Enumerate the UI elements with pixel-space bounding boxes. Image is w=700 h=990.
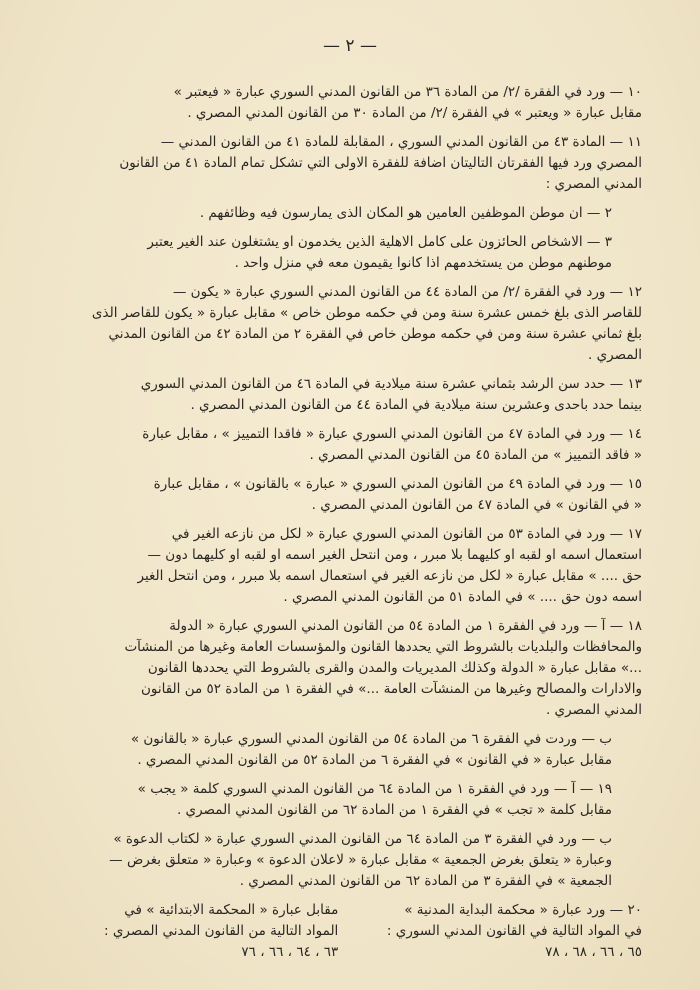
paragraph-line: ٢ — ان موطن الموظفين العامين هو المكان الذى يمارسون فيه وظائفهم .	[199, 205, 612, 221]
syrian-law-column	[362, 900, 642, 963]
paragraph-line: استعمال اسمه او لقبه او كليهما بلا مبرر ، ومن انتحل الغير اسمه او لقبه او كليهما دون —	[147, 547, 642, 563]
paragraph-line: ١٥ — ورد في المادة ٤٩ من القانون المدني السوري « عبارة » بالقانون » ، مقابل عبارة	[153, 476, 642, 492]
egyptian-law-column	[58, 900, 338, 963]
paragraph-p11-3	[58, 232, 642, 274]
article-numbers: ٦٥ ، ٦٦ ، ٦٨ ، ٧٨	[545, 944, 642, 960]
column-line: ٢٠ — ورد عبارة « محكمة البداية المدنية »	[404, 902, 642, 918]
column-line: في المواد التالية في القانون المدني السوري :	[386, 923, 642, 939]
paragraph-p11	[58, 132, 642, 195]
paragraph-line: ٣ — الاشخاص الحائزون على كامل الاهلية الذين يخدمون او يشتغلون عند الغير يعتبر	[147, 234, 612, 250]
paragraph-line: ١٤ — ورد في المادة ٤٧ من القانون المدني السوري عبارة « فاقدا التمييز » ، مقابل عبارة	[142, 426, 642, 442]
document-body	[58, 82, 642, 963]
article-numbers: ٦٣ ، ٦٤ ، ٦٦ ، ٧٦	[241, 944, 339, 960]
paragraph-line: « فاقد التمييز » من المادة ٤٥ من القانون المدني المصري .	[309, 447, 642, 463]
paragraph-line: مقابل عبارة « في القانون » في الفقرة ٦ من المادة ٥٢ من القانون المدني المصري .	[137, 752, 612, 768]
paragraph-line: للقاصر الذى بلغ خمس عشرة سنة ومن في حكمه موطن خاص » مقابل عبارة « يكون للقاصر الذى	[91, 305, 642, 321]
paragraph-line: حق .... » مقابل عبارة « لكل من نازعه الغير في استعمال اسمه بلا مبرر ، ومن انتحل الغير	[137, 568, 642, 584]
paragraph-line: ١٧ — ورد في المادة ٥٣ من القانون المدني السوري عبارة « لكل من نازعه الغير في	[171, 526, 642, 542]
paragraph-p10	[58, 82, 642, 124]
paragraph-line: ١٩ — آ — ورد في الفقرة ١ من المادة ٦٤ من القانون المدني السوري كلمة « يجب »	[137, 781, 612, 797]
paragraph-line: المدني المصري .	[545, 702, 642, 718]
paragraph-line: المصري ورد فيها الفقرتان التاليتان اضافة للفقرة الاولى التي تشكل تمام المادة ٤١ من القانون	[119, 155, 642, 171]
column-line: المواد التالية من القانون المدني المصري :	[104, 923, 339, 939]
paragraph-line: ١٠ — ورد في الفقرة /٢/ من المادة ٣٦ من القانون المدني السوري عبارة « فيعتبر »	[173, 84, 642, 100]
paragraph-p19a	[58, 779, 642, 821]
paragraph-line: المدني المصري :	[545, 176, 642, 192]
paragraph-p13	[58, 374, 642, 416]
paragraph-line: ...» مقابل عبارة « الدولة وكذلك المديريات والمدن والقرى بالشروط التي يحددها القانون	[147, 660, 642, 676]
paragraph-line: اسمه دون حق .... » في المادة ٥١ من القانون المدني المصري .	[283, 589, 642, 605]
paragraph-p19b	[58, 829, 642, 892]
paragraph-p11-2	[58, 203, 642, 224]
paragraph-line: وعبارة « يتعلق بغرض الجمعية » مقابل عبارة « لاعلان الدعوة » وعبارة « متعلق بغرض —	[109, 852, 612, 868]
paragraph-p18b	[58, 729, 642, 771]
paragraph-line: المصري .	[588, 347, 642, 363]
paragraph-line: ١٣ — حدد سن الرشد بثماني عشرة سنة ميلادية في المادة ٤٦ من القانون المدني السوري	[140, 376, 642, 392]
paragraph-line: ١١ — المادة ٤٣ من القانون المدني السوري ، المقابلة للمادة ٤١ من القانون المدني —	[160, 134, 642, 150]
paragraph-p12	[58, 282, 642, 366]
page-number: — ٢ —	[323, 36, 377, 56]
column-line: مقابل عبارة « المحكمة الابتدائية » في	[124, 902, 339, 918]
paragraph-line: بلغ ثماني عشرة سنة ومن في حكمه موطن خاص في الفقرة ٢ من المادة ٤٢ من القانون المدني	[108, 326, 642, 342]
paragraph-line: بينما حدد باحدى وعشرين سنة ميلادية في المادة ٤٤ من القانون المدني المصري .	[190, 397, 642, 413]
paragraph-p18a	[58, 616, 642, 721]
paragraph-line: ١٨ — آ — ورد في الفقرة ١ من المادة ٥٤ من القانون المدني السوري عبارة « الدولة	[169, 618, 642, 634]
paragraph-line: مقابل عبارة « ويعتبر » في الفقرة /٢/ من المادة ٣٠ من القانون المدني المصري .	[187, 105, 642, 121]
paragraph-line: موطنهم موطن من يستخدمهم اذا كانوا يقيمون معه في منزل واحد .	[234, 255, 612, 271]
paragraph-line: ب — ورد في الفقرة ٣ من المادة ٦٤ من القانون المدني السوري عبارة « لكتاب الدعوة »	[113, 831, 612, 847]
paragraph-p14	[58, 424, 642, 466]
paragraph-line: الجمعية » في الفقرة ٣ من المادة ٦٢ من القانون المدني المصري .	[239, 873, 612, 889]
paragraph-line: « في القانون » في المادة ٤٧ من القانون المدني المصري .	[311, 497, 642, 513]
paragraph-p15	[58, 474, 642, 516]
paragraph-line: مقابل كلمة « تجب » في الفقرة ١ من المادة ٦٢ من القانون المدني المصري .	[176, 802, 612, 818]
paragraph-line: والمحافظات والبلديات بالشروط التي يحددها القانون والمؤسسات العامة وغيرها من المنشآت	[124, 639, 642, 655]
final-item-columns	[58, 900, 642, 963]
paragraph-line: والادارات والمصالح وغيرها من المنشآت العامة ...» في الفقرة ١ من المادة ٥٢ من القانون	[140, 681, 642, 697]
paragraph-line: ب — وردت في الفقرة ٦ من المادة ٥٤ من القانون المدني السوري عبارة « بالقانون »	[130, 731, 612, 747]
paragraph-line: ١٢ — ورد في الفقرة /٢/ من المادة ٤٤ من القانون المدني السوري عبارة « يكون —	[172, 284, 642, 300]
paragraph-p17	[58, 524, 642, 608]
